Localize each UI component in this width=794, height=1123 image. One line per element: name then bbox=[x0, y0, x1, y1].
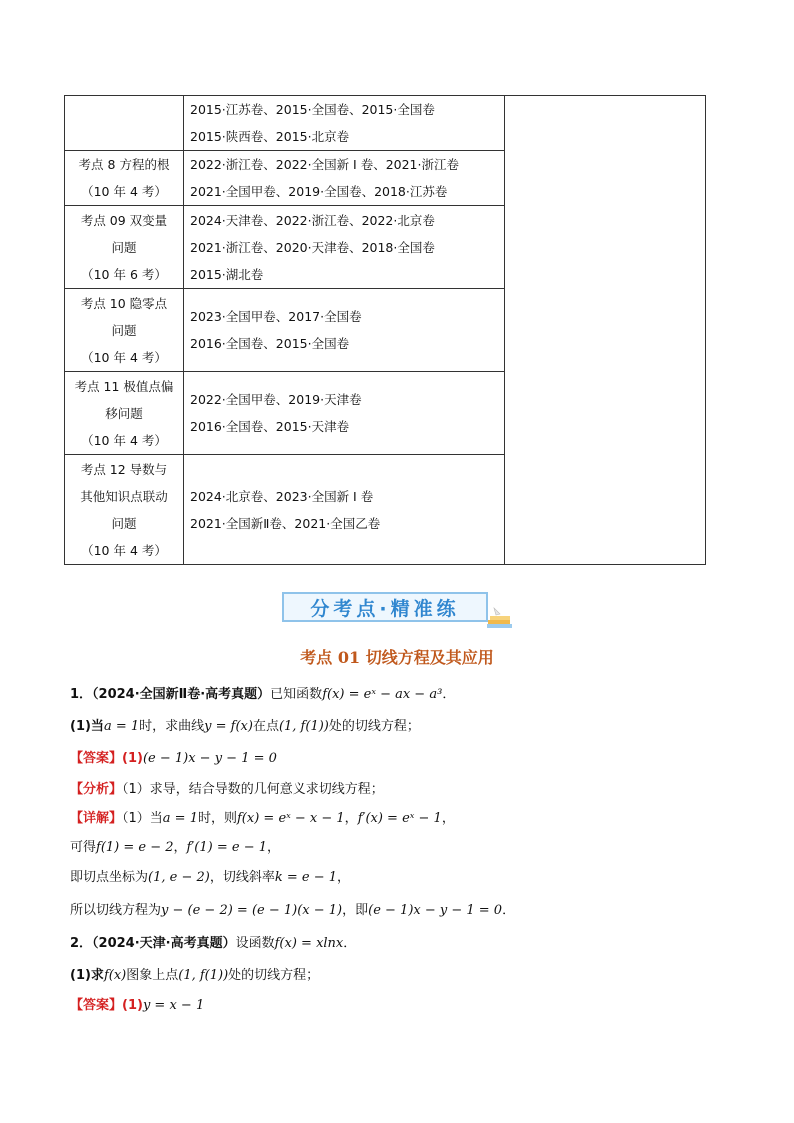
source-line: 2024·天津卷、2022·浙江卷、2022·北京卷 bbox=[190, 212, 435, 228]
question-1-detail-line-4 bbox=[70, 899, 515, 918]
topic-cell bbox=[65, 455, 184, 565]
books-decoration-icon bbox=[486, 606, 514, 630]
topic-cell bbox=[65, 96, 184, 151]
part-label: (1)当 bbox=[70, 719, 104, 734]
source-line: 2023·全国甲卷、2017·全国卷 bbox=[190, 309, 362, 324]
source-line: 2015·湖北卷 bbox=[190, 266, 264, 282]
source-line: 2021·全国新Ⅱ卷、2021·全国乙卷 bbox=[190, 515, 381, 531]
derivative-expression: f′(x) = eˣ − 1 bbox=[357, 811, 442, 826]
detail-text: 即切点坐标为 bbox=[70, 870, 149, 885]
answer-expression: y = x − 1 bbox=[142, 998, 205, 1013]
part-label: (1)求 bbox=[70, 968, 104, 983]
separator: ， bbox=[173, 840, 187, 855]
source-line: 2015·江苏卷、2015·全国卷、2015·全国卷 bbox=[190, 102, 435, 117]
point-expression: (1, f(1)) bbox=[278, 719, 329, 734]
topic-line: 移问题 bbox=[105, 405, 143, 421]
topic-line: 问题 bbox=[111, 515, 137, 531]
question-1-part-1 bbox=[70, 715, 420, 734]
question-source: （2024·天津·高考真题） bbox=[92, 936, 236, 951]
punctuation: ， bbox=[441, 811, 455, 826]
question-2-stem bbox=[70, 932, 356, 951]
answer-expression: (e − 1)x − y − 1 = 0 bbox=[142, 751, 277, 766]
point-expression: (1, e − 2) bbox=[148, 870, 210, 885]
derivative-value-expression: f′(1) = e − 1 bbox=[186, 840, 268, 855]
sources-cell bbox=[184, 455, 505, 565]
source-line: 2015·陕西卷、2015·北京卷 bbox=[190, 129, 350, 144]
topic-line: （10 年 4 考） bbox=[81, 432, 167, 448]
topic-cell bbox=[65, 151, 184, 206]
separator: ， bbox=[344, 811, 358, 826]
point-expression: (1, f(1)) bbox=[178, 968, 229, 983]
condition-expression: a = 1 bbox=[103, 719, 140, 734]
topic-line: 其他知识点联动 bbox=[80, 488, 168, 504]
topic-line: 考点 8 方程的根 bbox=[78, 157, 170, 172]
detail-tag: 【详解】 bbox=[70, 811, 123, 826]
source-line: 2016·全国卷、2015·全国卷 bbox=[190, 336, 350, 351]
question-1-answer bbox=[70, 747, 277, 766]
sources-cell bbox=[184, 289, 505, 372]
topic-line: 考点 09 双变量 bbox=[80, 212, 168, 228]
question-2-part-1 bbox=[70, 964, 319, 983]
function-expression: f(x) = eˣ − ax − a³ bbox=[322, 687, 443, 702]
section-banner bbox=[282, 592, 488, 622]
answer-tag: 【答案】 bbox=[70, 998, 123, 1013]
stem-end: ． bbox=[343, 936, 357, 951]
answer-number: (1) bbox=[122, 998, 143, 1013]
topic-line: （10 年 4 考） bbox=[81, 184, 167, 199]
condition-expression: a = 1 bbox=[162, 811, 198, 826]
question-number: 1． bbox=[70, 687, 93, 702]
detail-text: ，即 bbox=[342, 903, 369, 918]
part-text: 在点 bbox=[252, 719, 279, 734]
topic-line: 考点 11 极值点偏 bbox=[74, 378, 174, 394]
stem-text: 设函数 bbox=[235, 936, 275, 951]
source-line: 2022·浙江卷、2022·全国新 I 卷、2021·浙江卷 bbox=[190, 157, 459, 172]
sources-cell bbox=[184, 96, 505, 151]
topic-cell bbox=[65, 206, 184, 289]
topic-line: 考点 10 隐零点 bbox=[80, 295, 168, 311]
topic-line: 问题 bbox=[111, 322, 137, 338]
punctuation: ， bbox=[267, 840, 281, 855]
topic-line: （10 年 6 考） bbox=[81, 266, 167, 282]
detail-text: 可得 bbox=[70, 840, 97, 855]
table-row bbox=[65, 96, 706, 151]
answer-number: (1) bbox=[122, 751, 143, 766]
empty-cell bbox=[505, 96, 706, 565]
topic-line: 问题 bbox=[111, 239, 137, 255]
question-1-detail-line-3 bbox=[70, 866, 350, 885]
detail-text: 所以切线方程为 bbox=[70, 903, 162, 918]
slope-expression: k = e − 1 bbox=[274, 870, 337, 885]
analysis-text: （1）求导，结合导数的几何意义求切线方程； bbox=[122, 782, 384, 797]
question-1-stem bbox=[70, 683, 455, 702]
source-line: 2022·全国甲卷、2019·天津卷 bbox=[190, 392, 362, 407]
question-1-analysis bbox=[70, 778, 384, 797]
topic-line: （10 年 4 考） bbox=[81, 349, 167, 365]
punctuation: ． bbox=[502, 903, 516, 918]
part-text: 时，求曲线 bbox=[139, 719, 205, 734]
question-number: 2． bbox=[70, 936, 93, 951]
analysis-tag: 【分析】 bbox=[70, 782, 123, 797]
tangent-equation-simplified: (e − 1)x − y − 1 = 0 bbox=[368, 903, 503, 918]
stem-end: ． bbox=[442, 687, 456, 702]
banner-text: 分考点·精准练 bbox=[310, 597, 460, 620]
source-line: 2016·全国卷、2015·天津卷 bbox=[190, 419, 350, 434]
detail-text: ，切线斜率 bbox=[209, 870, 275, 885]
function-expression: f(x) = xlnx bbox=[274, 936, 344, 951]
punctuation: ， bbox=[337, 870, 351, 885]
source-line: 2021·全国甲卷、2019·全国卷、2018·江苏卷 bbox=[190, 184, 448, 199]
sources-cell bbox=[184, 372, 505, 455]
answer-tag: 【答案】 bbox=[70, 751, 123, 766]
stem-text: 已知函数 bbox=[270, 687, 323, 702]
value-expression: f(1) = e − 2 bbox=[96, 840, 174, 855]
source-line: 2021·浙江卷、2020·天津卷、2018·全国卷 bbox=[190, 239, 435, 255]
question-2-answer bbox=[70, 994, 204, 1013]
question-1-detail-line-1 bbox=[70, 807, 455, 826]
section-title: 考点 01 切线方程及其应用 bbox=[300, 648, 494, 667]
sources-cell bbox=[184, 151, 505, 206]
question-source: （2024·全国新Ⅱ卷·高考真题） bbox=[92, 687, 271, 702]
part-text: 图象上点 bbox=[126, 968, 179, 983]
topic-line: 考点 12 导数与 bbox=[80, 461, 168, 477]
sources-cell bbox=[184, 206, 505, 289]
part-text: 处的切线方程； bbox=[328, 719, 420, 734]
detail-text: （1）当 bbox=[122, 811, 163, 826]
detail-text: 时，则 bbox=[197, 811, 237, 826]
exam-source-table bbox=[64, 95, 706, 565]
part-text: 处的切线方程； bbox=[228, 968, 320, 983]
curve-expression: y = f(x) bbox=[204, 719, 253, 734]
topic-line: （10 年 4 考） bbox=[81, 542, 167, 558]
tangent-equation: y − (e − 2) = (e − 1)(x − 1) bbox=[161, 903, 343, 918]
topic-cell bbox=[65, 289, 184, 372]
question-1-detail-line-2 bbox=[70, 836, 280, 855]
topic-cell bbox=[65, 372, 184, 455]
function-expression: f(x) bbox=[103, 968, 127, 983]
source-line: 2024·北京卷、2023·全国新 I 卷 bbox=[190, 488, 374, 504]
function-expression: f(x) = eˣ − x − 1 bbox=[237, 811, 345, 826]
